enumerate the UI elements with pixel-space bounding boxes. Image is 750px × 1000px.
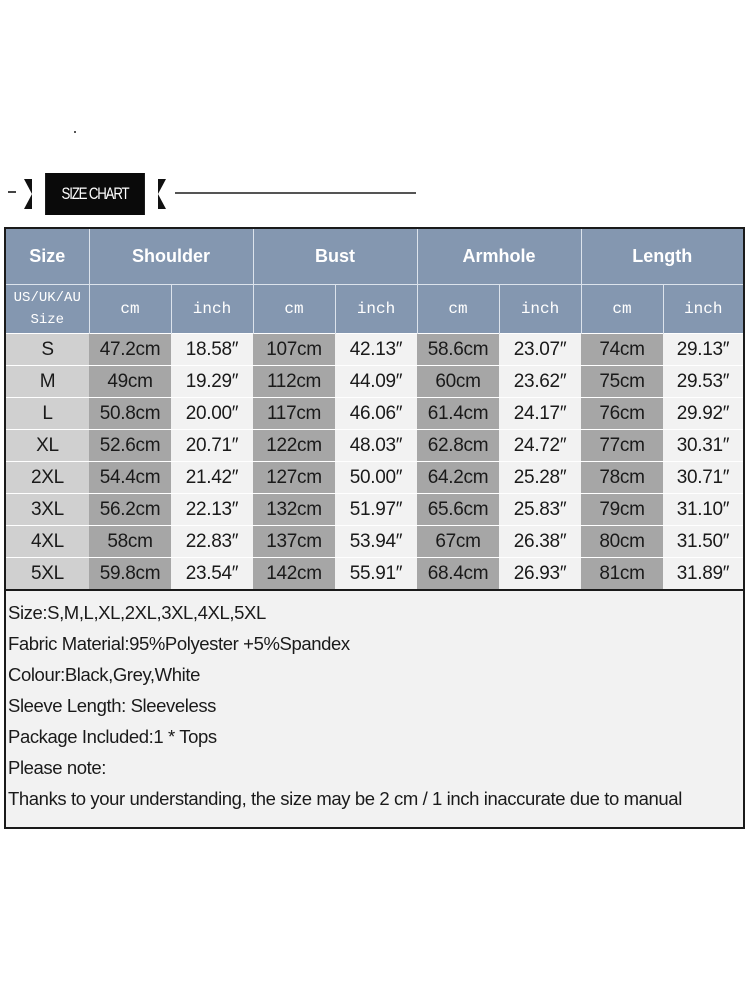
table-row <box>6 366 743 398</box>
note-line: Fabric Material:95%Polyester +5%Spandex <box>8 633 350 654</box>
subheader-inch: inch <box>335 285 417 334</box>
shoulder-cm-cell: 50.8cm <box>89 398 171 430</box>
bust-cm-cell: 107cm <box>253 334 335 366</box>
length-inch-cell: 30.31″ <box>663 430 743 462</box>
subheader-cm: cm <box>581 285 663 334</box>
shoulder-inch-cell: 18.58″ <box>171 334 253 366</box>
length-cm-cell: 74cm <box>581 334 663 366</box>
shoulder-cm-cell: 49cm <box>89 366 171 398</box>
length-cm-cell: 79cm <box>581 494 663 526</box>
subheader-size-region: US/UK/AU Size <box>6 285 89 334</box>
bust-cm-cell: 132cm <box>253 494 335 526</box>
stray-dot <box>74 131 76 133</box>
length-inch-cell: 31.10″ <box>663 494 743 526</box>
bust-inch-cell: 46.06″ <box>335 398 417 430</box>
length-cm-cell: 77cm <box>581 430 663 462</box>
header-length: Length <box>581 229 743 285</box>
armhole-inch-cell: 26.93″ <box>499 558 581 590</box>
bust-cm-cell: 127cm <box>253 462 335 494</box>
length-inch-cell: 29.13″ <box>663 334 743 366</box>
shoulder-inch-cell: 20.00″ <box>171 398 253 430</box>
bust-cm-cell: 142cm <box>253 558 335 590</box>
header-shoulder: Shoulder <box>89 229 253 285</box>
armhole-inch-cell: 25.83″ <box>499 494 581 526</box>
size-chart-banner <box>0 170 420 220</box>
bust-inch-cell: 42.13″ <box>335 334 417 366</box>
armhole-cm-cell: 61.4cm <box>417 398 499 430</box>
length-inch-cell: 29.92″ <box>663 398 743 430</box>
armhole-cm-cell: 62.8cm <box>417 430 499 462</box>
subheader-cm: cm <box>253 285 335 334</box>
shoulder-inch-cell: 21.42″ <box>171 462 253 494</box>
product-notes <box>6 589 743 814</box>
shoulder-cm-cell: 52.6cm <box>89 430 171 462</box>
size-cell: S <box>6 334 89 366</box>
bust-cm-cell: 112cm <box>253 366 335 398</box>
note-line: Size:S,M,L,XL,2XL,3XL,4XL,5XL <box>8 602 266 623</box>
armhole-cm-cell: 68.4cm <box>417 558 499 590</box>
size-cell: L <box>6 398 89 430</box>
length-inch-cell: 29.53″ <box>663 366 743 398</box>
shoulder-inch-cell: 20.71″ <box>171 430 253 462</box>
length-cm-cell: 78cm <box>581 462 663 494</box>
bust-inch-cell: 53.94″ <box>335 526 417 558</box>
armhole-cm-cell: 64.2cm <box>417 462 499 494</box>
size-cell: XL <box>6 430 89 462</box>
length-cm-cell: 75cm <box>581 366 663 398</box>
size-cell: 3XL <box>6 494 89 526</box>
banner-divider <box>175 192 416 194</box>
shoulder-cm-cell: 54.4cm <box>89 462 171 494</box>
armhole-inch-cell: 25.28″ <box>499 462 581 494</box>
shoulder-inch-cell: 22.13″ <box>171 494 253 526</box>
bust-inch-cell: 50.00″ <box>335 462 417 494</box>
table-row <box>6 494 743 526</box>
armhole-cm-cell: 65.6cm <box>417 494 499 526</box>
length-inch-cell: 30.71″ <box>663 462 743 494</box>
size-table <box>6 229 743 589</box>
armhole-inch-cell: 23.62″ <box>499 366 581 398</box>
length-inch-cell: 31.89″ <box>663 558 743 590</box>
size-cell: 5XL <box>6 558 89 590</box>
subheader-cm: cm <box>89 285 171 334</box>
bust-inch-cell: 48.03″ <box>335 430 417 462</box>
subheader-inch: inch <box>499 285 581 334</box>
bust-inch-cell: 55.91″ <box>335 558 417 590</box>
armhole-cm-cell: 60cm <box>417 366 499 398</box>
armhole-inch-cell: 24.17″ <box>499 398 581 430</box>
size-cell: 4XL <box>6 526 89 558</box>
note-line: Package Included:1 * Tops <box>8 726 217 747</box>
armhole-cm-cell: 58.6cm <box>417 334 499 366</box>
shoulder-cm-cell: 56.2cm <box>89 494 171 526</box>
shoulder-inch-cell: 23.54″ <box>171 558 253 590</box>
bust-cm-cell: 137cm <box>253 526 335 558</box>
size-cell: 2XL <box>6 462 89 494</box>
banner-dash <box>8 191 16 193</box>
note-line: Thanks to your understanding, the size may be 2 cm / 1 inch inaccurate due to manual <box>8 788 682 809</box>
header-armhole: Armhole <box>417 229 581 285</box>
ribbon-tail-right <box>158 179 166 209</box>
length-cm-cell: 80cm <box>581 526 663 558</box>
header-size: Size <box>6 229 89 285</box>
armhole-inch-cell: 24.72″ <box>499 430 581 462</box>
header-bust: Bust <box>253 229 417 285</box>
shoulder-cm-cell: 59.8cm <box>89 558 171 590</box>
shoulder-cm-cell: 58cm <box>89 526 171 558</box>
subheader-cm: cm <box>417 285 499 334</box>
table-row <box>6 558 743 590</box>
armhole-inch-cell: 23.07″ <box>499 334 581 366</box>
table-row <box>6 462 743 494</box>
shoulder-inch-cell: 22.83″ <box>171 526 253 558</box>
note-line: Please note: <box>8 757 107 778</box>
armhole-cm-cell: 67cm <box>417 526 499 558</box>
bust-inch-cell: 51.97″ <box>335 494 417 526</box>
size-cell: M <box>6 366 89 398</box>
bust-cm-cell: 117cm <box>253 398 335 430</box>
armhole-inch-cell: 26.38″ <box>499 526 581 558</box>
length-cm-cell: 76cm <box>581 398 663 430</box>
bust-cm-cell: 122cm <box>253 430 335 462</box>
ribbon-tail-left <box>24 179 32 209</box>
subheader-inch: inch <box>663 285 743 334</box>
size-chart-sheet <box>4 227 745 829</box>
shoulder-cm-cell: 47.2cm <box>89 334 171 366</box>
note-line: Colour:Black,Grey,White <box>8 664 200 685</box>
subheader-inch: inch <box>171 285 253 334</box>
length-cm-cell: 81cm <box>581 558 663 590</box>
bust-inch-cell: 44.09″ <box>335 366 417 398</box>
note-line: Sleeve Length: Sleeveless <box>8 695 217 716</box>
table-row <box>6 430 743 462</box>
table-row <box>6 398 743 430</box>
header-group-row <box>6 229 743 285</box>
shoulder-inch-cell: 19.29″ <box>171 366 253 398</box>
table-row <box>6 334 743 366</box>
table-row <box>6 526 743 558</box>
header-unit-row <box>6 285 743 334</box>
length-inch-cell: 31.50″ <box>663 526 743 558</box>
banner-title: SIZE CHART <box>45 173 145 215</box>
